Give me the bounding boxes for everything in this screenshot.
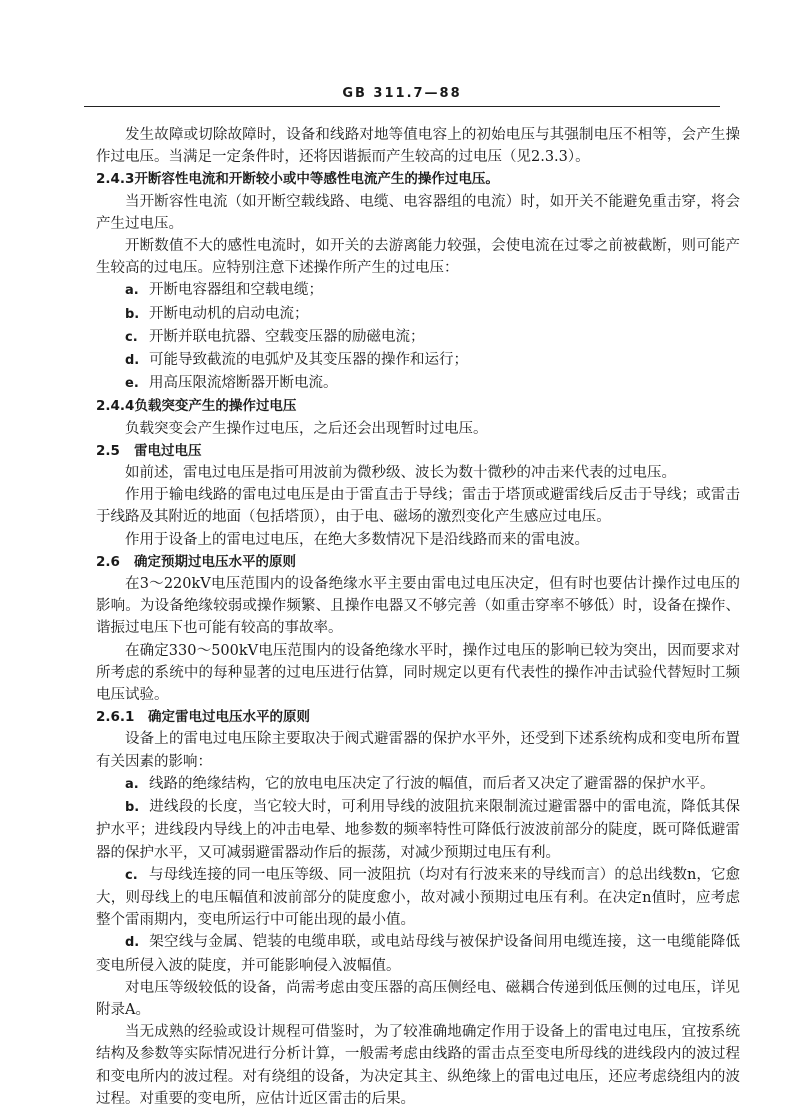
list-item	[96, 931, 740, 976]
list-item-text: 开断电容器组和空载电缆；	[149, 282, 323, 299]
paragraph: 当开断容性电流（如开断空载线路、电缆、电容器组的电流）时，如开关不能避免重击穿，将会产生过电压。	[96, 193, 740, 232]
section-number: 2.6.1	[96, 709, 135, 726]
standard-number: GB 311.7—88	[342, 86, 462, 101]
section-heading	[96, 395, 740, 417]
section-title: 负载突变产生的操作过电压	[134, 398, 297, 415]
list-item-text: 可能导致截流的电弧炉及其变压器的操作和运行；	[149, 352, 468, 369]
paragraph: 负载突变会产生操作过电压，之后还会出现暂时过电压。	[125, 420, 488, 437]
paragraph: 作用于输电线路的雷电过电压是由于雷直击于导线；雷击于塔顶或避雷线后反击于导线；或雷击于线路及其附近的地面（包括塔顶），由于电、磁场的激烈变化产生感应过电压。	[96, 487, 740, 526]
page-header	[84, 86, 720, 108]
section-title: 开断容性电流和开断较小或中等感性电流产生的操作过电压。	[134, 171, 499, 188]
section-title: 确定预期过电压水平的原则	[134, 553, 296, 570]
list-item	[96, 864, 740, 932]
paragraph: 发生故障或切除故障时，设备和线路对地等值电容上的初始电压与其强制电压不相等，会产生操作过电压。当满足一定条件时，还将因谐振而产生较高的过电压（见2.3.3）。	[96, 127, 740, 166]
section-heading	[96, 440, 740, 462]
list-item	[96, 372, 740, 395]
list-item-marker: b.	[125, 306, 140, 322]
list-item	[96, 303, 740, 326]
section-heading	[96, 168, 740, 190]
section-title: 确定雷电过电压水平的原则	[148, 709, 310, 726]
list-item-text: 进线段的长度，当它较大时，可利用导线的波阻抗来限制流过避雷器中的雷电流，降低其保护水平；进线段内导线上的冲击电晕、地参数的频率特性可降低行波波前部分的陡度，既可降低避雷器的保护水平，又可减弱避雷器动作后的振荡，对减少预期过电压有利。	[96, 799, 740, 861]
list-item-marker: b.	[125, 800, 140, 816]
list-item-text: 开断电动机的启动电流；	[149, 305, 309, 322]
list-item-marker: e.	[125, 376, 139, 392]
list-item	[96, 279, 740, 302]
list-item-marker: d.	[125, 935, 140, 951]
list-item-text: 与母线连接的同一电压等级、同一波阻抗（均对有行波来来的导线而言）的总出线数n，它愈大，则母线上的电压幅值和波前部分的陡度愈小，故对减小预期过电压有利。在决定n值时，应考虑整个雷雨期内，变电所运行中可能出现的最小值。	[96, 866, 740, 929]
list-item-marker: a.	[125, 776, 139, 792]
list-item-text: 用高压限流熔断器开断电流。	[149, 375, 338, 392]
list-item-marker: d.	[125, 353, 140, 369]
paragraph: 对电压等级较低的设备，尚需考虑由变压器的高压侧经电、磁耦合传递到低压侧的过电压，详见附录A。	[96, 979, 740, 1018]
paragraph: 作用于设备上的雷电过电压，在绝大多数情况下是沿线路而来的雷电波。	[125, 531, 589, 548]
list-item	[96, 349, 740, 372]
list-item-text: 开断并联电抗器、空载变压器的励磁电流；	[149, 328, 425, 345]
list-item-marker: c.	[125, 867, 138, 883]
paragraph: 在3～220kV电压范围内的设备绝缘水平主要由雷电过电压决定，但有时也要估计操作过电压的影响。为设备绝缘较弱或操作频繁、且操作电器又不够完善（如重击穿率不够低）时，设备在操作、谐振过电压下也可能有较高的事故率。	[96, 576, 740, 637]
document-body	[96, 124, 740, 1110]
section-number: 2.4.3	[96, 171, 135, 188]
section-number: 2.6	[96, 553, 120, 570]
section-heading	[96, 551, 740, 573]
section-number: 2.4.4	[96, 398, 135, 415]
section-title: 雷电过电压	[134, 442, 202, 459]
section-heading	[96, 706, 740, 728]
list-item-marker: a.	[125, 283, 139, 299]
list-item	[96, 326, 740, 349]
paragraph: 在确定330～500kV电压范围内的设备绝缘水平时，操作过电压的影响已较为突出，因而要求对所考虑的系统中的每种显著的过电压进行估算，同时规定以更有代表性的操作冲击试验代替短时工频电压试验。	[96, 642, 740, 704]
list-item-text: 架空线与金属、铠装的电缆串联，或电站母线与被保护设备间用电缆连接，这一电缆能降低变电所侵入波的陡度，并可能影响侵入波幅值。	[96, 934, 740, 974]
list-item-text: 线路的绝缘结构，它的放电电压决定了行波的幅值，而后者又决定了避雷器的保护水平。	[149, 775, 715, 792]
header-rule	[84, 106, 720, 107]
paragraph: 开断数值不大的感性电流时，如开关的去游离能力较强，会使电流在过零之前被截断，则可能产生较高的过电压。应特别注意下述操作所产生的过电压：	[96, 238, 740, 277]
section-number: 2.5	[96, 442, 120, 459]
list-item	[96, 773, 740, 796]
paragraph: 设备上的雷电过电压除主要取决于阀式避雷器的保护水平外，还受到下述系统构成和变电所布置有关因素的影响：	[96, 731, 740, 770]
paragraph: 如前述，雷电过电压是指可用波前为微秒级、波长为数十微秒的冲击来代表的过电压。	[125, 465, 676, 482]
list-item	[96, 796, 740, 864]
list-item-marker: c.	[125, 329, 138, 345]
paragraph: 当无成熟的经验或设计规程可借鉴时，为了较准确地确定作用于设备上的雷电过电压，宜按系统结构及参数等实际情况进行分析计算，一般需考虑由线路的雷击点至变电所母线的进线段内的波过程和变电所内的波过程。对有绕组的设备，为决定其主、纵绝缘上的雷电过电压，还应考虑绕组内的波过程。对重要的变电所，应估计近区雷击的后果。	[96, 1024, 740, 1107]
